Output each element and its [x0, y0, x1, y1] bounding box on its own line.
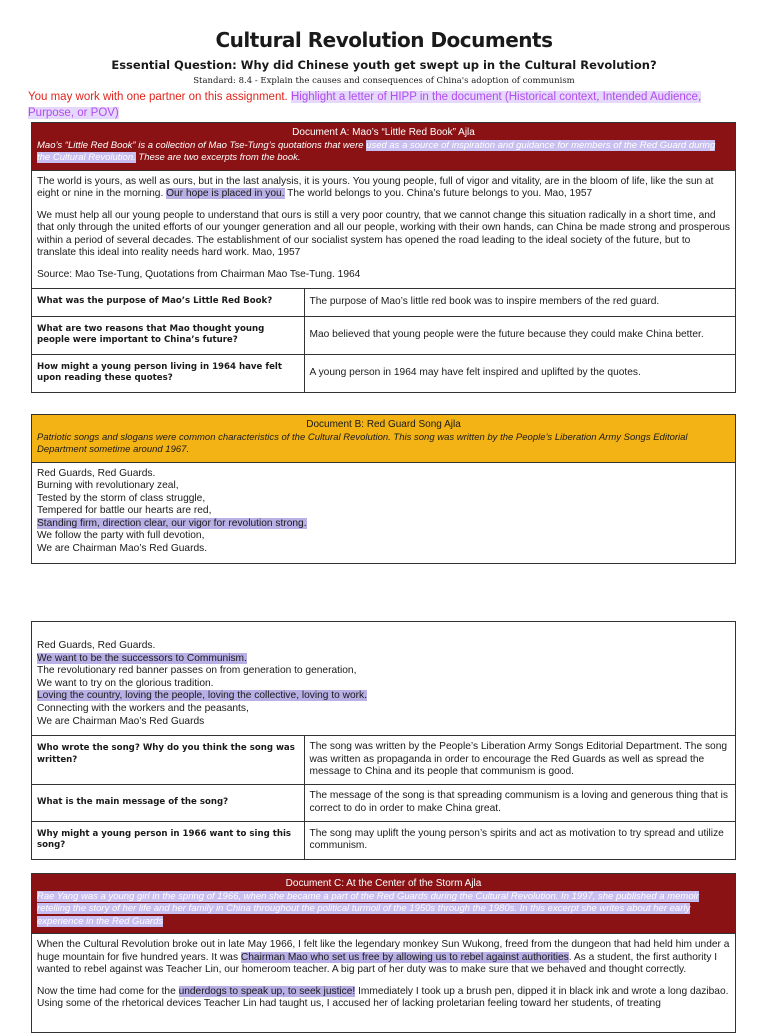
- document-c-paragraph-1: When the Cultural Revolution broke out in late May 1966, I felt like the legendary monkey Sun Wukong, freed from the dungeon that had held him under a huge mountain for five hundred years. It was Chairman Mao who set us free by allowing us to rebel against authorities. As a student, the first authority I wanted to rebel against was Teacher Lin, our homeroom teacher. A big part of her duty was to make sure that we behaved and thought correctly.: [37, 939, 730, 976]
- instructions: [28, 89, 728, 121]
- song-line: We follow the party with full devotion,: [37, 530, 205, 542]
- song-line-highlighted: Loving the country, loving the people, loving the collective, loving to work.: [37, 690, 367, 702]
- table-row: [32, 785, 735, 822]
- song-line: Tempered for battle our hearts are red,: [37, 505, 212, 517]
- document-a: [31, 122, 736, 393]
- document-c-header: [32, 874, 735, 933]
- song-line-highlighted: We want to be the successors to Communism.: [37, 652, 247, 664]
- answer-cell[interactable]: The message of the song is that spreading communism is a loving and generous thing that is correct to do in order to make China great.: [304, 785, 735, 822]
- highlight: Chairman Mao who set us free by allowing us to rebel against authorities: [240, 951, 569, 963]
- answer-cell[interactable]: The song was written by the People’s Liberation Army Songs Editorial Department. The song was written as propaganda in order to encourage the Red Guards as well as spread the message to China and its people that communism is good.: [304, 736, 735, 785]
- question-cell: What is the main message of the song?: [32, 785, 304, 822]
- document-c-intro: Rae Yang was a young girl in the spring of 1966, when she became a part of the Red Guards during the Cultural Revolution. In 1997, she published a memoir retelling the story of her life and her family in China throughout the political turmoil of the 1950s through the 1980s. In this excerpt she writes about her early experience in the Red Guards: [37, 890, 699, 927]
- song-line: Burning with revolutionary zeal,: [37, 480, 179, 492]
- question-cell: What are two reasons that Mao thought young people were important to China’s future?: [32, 316, 304, 354]
- song-line: Tested by the storm of class struggle,: [37, 492, 206, 504]
- document-a-paragraph-1: The world is yours, as well as ours, but in the last analysis, it is yours. You young people, full of vigor and vitality, are in the bloom of life, like the sun at eight or nine in the morning. Our hope is placed in you. The world belongs to you. China’s future belongs to you. Mao, 1957: [37, 175, 714, 200]
- page-title: Cultural Revolution Documents: [215, 28, 553, 52]
- song-line: We are Chairman Mao’s Red Guards.: [37, 543, 208, 555]
- document-a-questions: [32, 288, 735, 393]
- document-b-continued: [31, 621, 736, 860]
- question-cell: What was the purpose of Mao’s Little Red Book?: [32, 288, 304, 316]
- document-a-intro: Mao’s “Little Red Book” is a collection of Mao Tse-Tung’s quotations that were used as a source of inspiration and guidance for members of the Red Guard during the Cultural Revolution. These are two excerpts from the book.: [37, 139, 716, 163]
- document-c: [31, 873, 736, 1033]
- essential-question: Essential Question: Why did Chinese youth get swept up in the Cultural Revolution?: [111, 58, 657, 72]
- document-b-song-verse-2: [32, 622, 735, 735]
- document-b: [31, 414, 736, 564]
- document-a-title: Document A: Mao’s “Little Red Book” Ajla: [292, 127, 475, 138]
- document-b-header: [32, 415, 735, 462]
- document-b-song-verse-1: [32, 462, 735, 563]
- highlight: Our hope is placed in you.: [166, 188, 285, 200]
- answer-cell[interactable]: The song may uplift the young person’s spirits and act as motivation to try spread and utilize communism.: [304, 822, 735, 859]
- table-row: [32, 288, 735, 316]
- song-line: We want to try on the glorious tradition.: [37, 677, 214, 689]
- document-a-intro-highlight: used as a source of inspiration and guidance for members of the Red Guard during the Cultural Revolution.: [37, 139, 716, 163]
- question-cell: Why might a young person in 1966 want to sing this song?: [32, 822, 304, 859]
- document-b-title: Document B: Red Guard Song Ajla: [306, 419, 461, 430]
- song-line: We are Chairman Mao’s Red Guards: [37, 715, 205, 727]
- document-a-text: [32, 170, 735, 288]
- table-row: [32, 822, 735, 859]
- song-line: Red Guards, Red Guards.: [37, 467, 156, 479]
- question-cell: How might a young person living in 1964 have felt upon reading these quotes?: [32, 354, 304, 392]
- answer-cell[interactable]: Mao believed that young people were the future because they could make China better.: [304, 316, 735, 354]
- answer-cell[interactable]: A young person in 1964 may have felt inspired and uplifted by the quotes.: [304, 354, 735, 392]
- answer-cell[interactable]: The purpose of Mao’s little red book was to inspire members of the red guard.: [304, 288, 735, 316]
- highlight: underdogs to speak up, to seek justice!: [178, 985, 356, 997]
- question-cell: Who wrote the song? Why do you think the song was written?: [32, 736, 304, 785]
- table-row: [32, 736, 735, 785]
- instructions-hipp: Highlight a letter of HIPP in the document (Historical context, Intended Audience, Purpose, or POV): [28, 91, 702, 119]
- document-a-paragraph-2: We must help all our young people to understand that ours is still a very poor country, that we cannot change this situation radically in a short time, and that only through the united efforts of our younger generation and all our people, working with their own hands, can China be made strong and prosperous within a period of several decades. The establishment of our socialist system has opened the road leading to the ideal society of the future, but to translate this ideal into reality needs hard work. Mao, 1957: [37, 209, 731, 259]
- table-row: [32, 354, 735, 392]
- song-line-highlighted: Standing firm, direction clear, our vigor for revolution strong.: [37, 517, 307, 529]
- song-line: Red Guards, Red Guards.: [37, 640, 156, 651]
- document-c-title: Document C: At the Center of the Storm Ajla: [285, 878, 482, 889]
- document-b-questions: [32, 735, 735, 859]
- document-a-source: Source: Mao Tse-Tung, Quotations from Chairman Mao Tse-Tung. 1964: [37, 269, 361, 281]
- document-a-header: [32, 123, 735, 170]
- document-c-text: [32, 933, 735, 1017]
- document-c-paragraph-2: Now the time had come for the underdogs to speak up, to seek justice! Immediately I took up a brush pen, dipped it in black ink and wrote a long dazibao. Using some of the rhetorical devices Teacher Lin had taught us, I accused her of lacking proletarian feeling toward her students, of treating: [37, 985, 729, 1010]
- table-row: [32, 316, 735, 354]
- document-b-intro: Patriotic songs and slogans were common characteristics of the Cultural Revolution. This song was written by the People’s Liberation Army Songs Editorial Department sometime around 1967.: [37, 431, 688, 455]
- standard-text: Standard: 8.4 - Explain the causes and consequences of China's adoption of communism: [193, 76, 575, 86]
- song-line: The revolutionary red banner passes on from generation to generation,: [37, 665, 357, 677]
- instructions-partner: You may work with one partner on this assignment.: [28, 91, 288, 103]
- song-line: Connecting with the workers and the peasants,: [37, 702, 249, 714]
